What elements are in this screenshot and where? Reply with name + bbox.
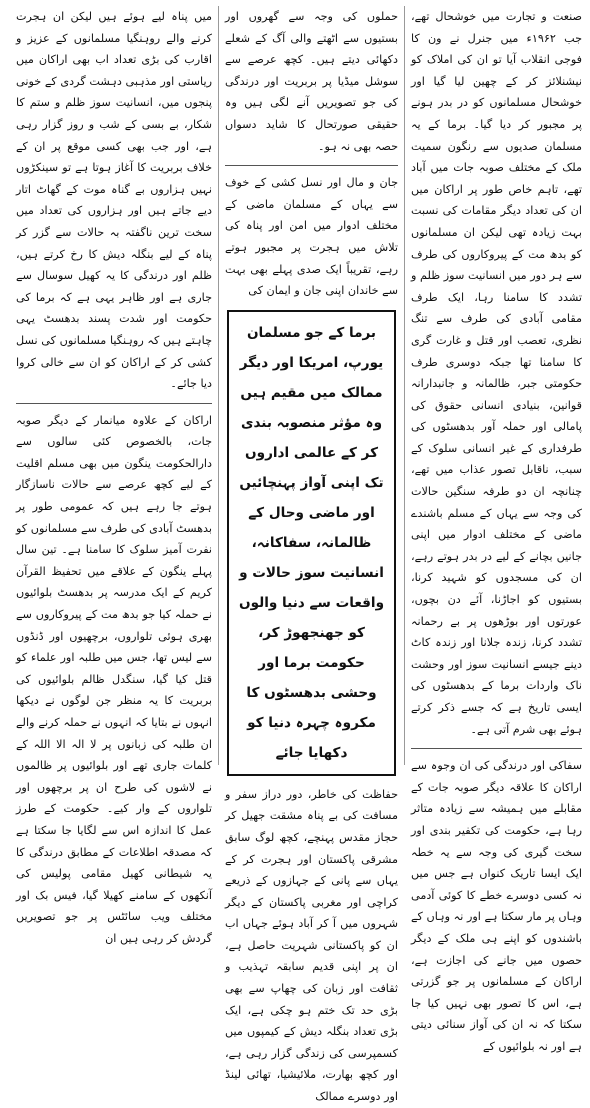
section-divider — [16, 403, 212, 404]
section-divider — [411, 748, 582, 749]
paragraph: حملوں کی وجہ سے گھروں اور بستیوں سے اٹھتے والی آگ کے شعلے دکھائی دیتے ہیں۔ کچھ عرصے سے سوشل میڈیا پر بربریت اور درندگی کی جو تصویریں آنے لگی ہیں وہ حقیقی صورتحال کا شاید دسواں حصہ بھی نہ ہو۔ — [225, 10, 398, 153]
paragraph: جان و مال اور نسل کشی کے خوف سے یہاں کے مسلمان ماضی کے مختلف ادوار میں امن اور پناہ کی تلاش میں ہجرت پر مجبور ہوتے رہے، تقریباً ایک صدی پہلے بھی بہت سے خاندان اپنی جان و ایمان کی — [225, 176, 398, 298]
paragraph: صنعت و تجارت میں خوشحال تھے، جب ۱۹۶۲ء میں جنرل نے ون کا فوجی انقلاب آیا تو ان کی املاک کو نیشنلائز کر کے چھین لیا گیا اور خوشحال مسلمانوں کو در بدر ہونے پر مجبور کر دیا گیا۔ برما کے یہ مسلمان صدیوں سے رنگون سمیت ملک کے مختلف صوبہ جات میں آباد تھے، تاہم خاص طور پر اراکان میں ان کی تعداد دیگر مقامات کی نسبت بہت زیادہ تھی لیکن ان مسلمانوں کو بدھ مت کے پیروکاروں کی طرف سے ہر دور میں انسانیت سوز ظلم و تشدد کا سامنا رہا، ایک طرف مقامی آبادی کی طرف سے تنگ نظری، تعصب اور قتل و غارت گری کا سامنا تھا جبکہ دوسری طرف حکومتی جبر، ظالمانہ و جانبدارانہ قوانین، بنیادی انسانی حقوق کی پامالی اور حملہ آور بدھسٹوں کی طرفداری کے غیر انسانی سلوک کے سبب، ناقابل تصور عذاب میں تھے، چنانچہ ان دو طرفہ سنگین حالات کی وجہ سے یہاں کے مسلم باشندے ماضی کے مختلف ادوار میں اپنی جانیں بچانے کے لیے در بدر ہوتے رہے، ان کی مسجدوں کو شہید کرنا، بستیوں کو اجاڑنا، آئے دن بچوں، عورتوں اور بوڑھوں پر بے رحمانہ تشدد کرنا، زندہ جلانا اور زندہ کاٹ دینے جیسے انسانیت سوز اور وحشت ناک واردات برما کے بدھسٹوں کی ایسی تاریخ ہے کہ جسے ذکر کرتے ہوئے بھی شرم آتی ہے۔ — [411, 10, 582, 736]
article-column-middle — [218, 6, 398, 1104]
article-column-right — [404, 6, 582, 1053]
pull-quote-text: برما کے جو مسلمان یورپ، امریکا اور دیگر ممالک میں مقیم ہیں وہ مؤثر منصوبہ بندی کر کے عالمی اداروں تک اپنی آواز پہنچائیں اور ماضی وحال کے ظالمانہ، سفاکانہ، انسانیت سوز حالات و واقعات سے دنیا والوں کو جھنجھوڑ کر، حکومت برما اور وحشی بدھسٹوں کا مکروہ چہرہ دنیا کو دکھایا جائے — [238, 324, 385, 761]
paragraph: میں پناہ لیے ہوئے ہیں لیکن ان ہجرت کرنے والے روہنگیا مسلمانوں کے عزیز و اقارب کی بڑی تعداد اب بھی اراکان میں ریاستی اور مذہبی دہشت گردی کے خونی پنجوں میں، انسانیت سوز ظلم و ستم کا شکار، بے بسی کے شب و روز گزار رہی ہے، اور جب بھی کسی موقع پر ان کے خلاف بربریت کا آغاز ہوتا ہے تو سینکڑوں نہیں ہزاروں بے گناہ موت کے گھاٹ اتار دیے جاتے ہیں اور ہزاروں کی تعداد میں سخت ترین ناگفتہ بہ حالات سے گزر کر پناہ کے لیے بنگلہ دیش کا رخ کرتے ہیں، ظلم اور درندگی کا یہ کھیل سوسال سے جاری ہے اور ظاہر یہی ہے کہ برما کی حکومت اور شدت پسند بدھسٹ یہی چاہتے ہیں کہ روہنگیا مسلمانوں کی نسل کشی کر کے اراکان کو ان سے خالی کروا دیا جائے۔ — [16, 10, 212, 391]
section-divider — [225, 165, 398, 166]
paragraph: حفاظت کی خاطر، دور دراز سفر و مسافت کی بے پناہ مشقت جھیل کر حجاز مقدس پہنچے، کچھ لوگ سابق مشرقی پاکستان اور ہجرت کر کے یہاں سے پانی کے جہازوں کے ذریعے کراچی اور مغربی پاکستان کے دیگر شہروں میں آ کر آباد ہوئے جہاں اب ان کو پاکستانی شہریت حاصل ہے، ان پر اپنی قدیم سابقہ تہذیب و ثقافت اور زبان کی چھاپ سے بھی بڑی حد تک ختم ہو چکی ہے، ایک بڑی تعداد بنگلہ دیش کے کیمپوں میں کسمپرسی کی زندگی گزار رہی ہے، اور کچھ بھارت، ملائیشیا، تھائی لینڈ اور دوسرے ممالک — [225, 787, 398, 1104]
paragraph: اراکان کے علاوہ میانمار کے دیگر صوبہ جات، بالخصوص کئی سالوں سے دارالحکومت ینگون میں بھی مسلم اقلیت کے لیے کچھ عرصے سے حالات ناسازگار ہوتے جا رہے ہیں کہ عمومی طور پر بدھسٹ آبادی کی طرف سے مسلمانوں کو نفرت آمیز سلوک کا سامنا ہے۔ تین سال پہلے ینگون کے علاقے میں تحفیظ القرآن کریم کے ایک مدرسہ پر بدھسٹ بلوائیوں نے حملہ کیا جو بدھ مت کے پیروکاروں سے بھری ہوئی تلواروں، برچھیوں اور ڈنڈوں سے لیس تھا، جس میں طلبہ اور علماء کو قتل کیا گیا، سنگدل ظالم بلوائیوں کی بربریت کا یہ منظر جن لوگوں نے دیکھا انہوں نے بتایا کہ انہوں نے حملہ کرنے والے ان طلبہ کی زبانوں پر لا الہ الا اللہ کے کلمات جاری تھے اور بلوائیوں پر ظالموں نے لاشوں کی طرح ان پر برچھوں اور تلواروں کے وار کیے۔ حکومت کے طرز عمل کا اندازہ اس سے لگایا جا سکتا ہے کہ مصدقہ اطلاعات کے مطابق درندگی کا یہ شیطانی کھیل مقامی پولیس کی آنکھوں کے سامنے کھیلا گیا، فیس بک اور مختلف ویب سائٹس پر جو تصویریں گردش کر رہی ہیں ان — [16, 413, 212, 945]
article-column-left — [16, 6, 212, 945]
paragraph: سفاکی اور درندگی کی ان وجوہ سے اراکان کا علاقہ دیگر صوبہ جات کے مقابلے میں ہمیشہ سے زیادہ متاثر رہا ہے، حکومت کی تکفیر بندی اور سخت گیری کی وجہ سے یہ خطہ ایک ایسا تاریک کنواں ہے جس میں نہ کسی دوسرے خطے کا کوئی آدمی وہاں پر مار سکتا ہے اور نہ وہاں کے باشندوں کو اپنے ہی ملک کے دیگر حصوں میں جانے کی اجازت ہے، اراکان کے مسلمانوں پر جو گزرتی ہے، اس کا تصور بھی نہیں کیا جا سکتا کہ نہ ان کی آواز سنائی دیتی ہے اور نہ بلوائیوں کے — [411, 759, 582, 1053]
pull-quote-box — [227, 310, 396, 776]
